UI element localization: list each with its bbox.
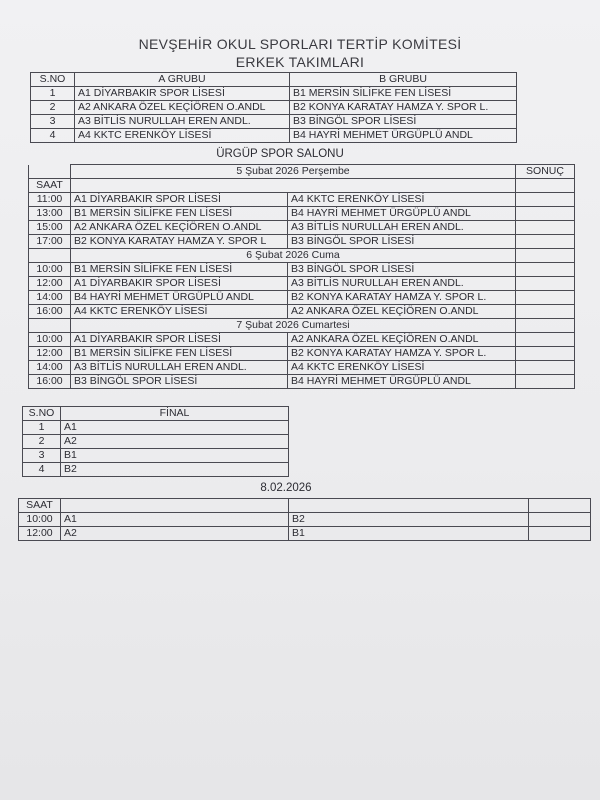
final-seeding-row bbox=[23, 421, 289, 435]
match-result bbox=[529, 513, 591, 527]
schedule-table bbox=[28, 164, 575, 389]
match-away: B2 KONYA KARATAY HAMZA Y. SPOR L. bbox=[288, 291, 516, 305]
final-team: B1 bbox=[61, 449, 289, 463]
final-match-row bbox=[19, 513, 591, 527]
match-away: A3 BİTLİS NURULLAH EREN ANDL. bbox=[288, 277, 516, 291]
schedule-match-row bbox=[29, 347, 575, 361]
match-home: A1 DİYARBAKIR SPOR LİSESİ bbox=[71, 193, 288, 207]
schedule-day-date: 5 Şubat 2026 Perşembe bbox=[71, 165, 516, 179]
match-away: B3 BİNGÖL SPOR LİSESİ bbox=[288, 263, 516, 277]
match-home: B1 MERSİN SİLİFKE FEN LİSESİ bbox=[71, 207, 288, 221]
match-result bbox=[516, 277, 575, 291]
group-b-team: B2 KONYA KARATAY HAMZA Y. SPOR L. bbox=[290, 101, 517, 115]
group-a-team: A4 KKTC ERENKÖY LİSESİ bbox=[75, 129, 290, 143]
match-time: 17:00 bbox=[29, 235, 71, 249]
match-home: B2 KONYA KARATAY HAMZA Y. SPOR L bbox=[71, 235, 288, 249]
match-away: B2 KONYA KARATAY HAMZA Y. SPOR L. bbox=[288, 347, 516, 361]
groups-col-b: B GRUBU bbox=[290, 73, 517, 87]
schedule-day-row bbox=[29, 165, 575, 179]
final-seeding-row bbox=[23, 463, 289, 477]
schedule-match-row bbox=[29, 263, 575, 277]
match-time: 10:00 bbox=[19, 513, 61, 527]
match-home: A1 DİYARBAKIR SPOR LİSESİ bbox=[71, 333, 288, 347]
match-result bbox=[516, 333, 575, 347]
match-time: 10:00 bbox=[29, 263, 71, 277]
group-a-team: A1 DİYARBAKIR SPOR LİSESİ bbox=[75, 87, 290, 101]
match-home: A2 bbox=[61, 527, 289, 541]
final-sno: 3 bbox=[23, 449, 61, 463]
final-day-table bbox=[18, 498, 591, 541]
final-seeding-header-row bbox=[23, 407, 289, 421]
schedule-match-row bbox=[29, 375, 575, 389]
groups-table bbox=[30, 72, 517, 143]
match-result bbox=[516, 361, 575, 375]
match-result bbox=[516, 263, 575, 277]
groups-row bbox=[31, 101, 517, 115]
match-result bbox=[516, 291, 575, 305]
match-result bbox=[516, 207, 575, 221]
groups-sno: 1 bbox=[31, 87, 75, 101]
group-b-team: B3 BİNGÖL SPOR LİSESİ bbox=[290, 115, 517, 129]
match-home: B1 MERSİN SİLİFKE FEN LİSESİ bbox=[71, 347, 288, 361]
final-sno: 4 bbox=[23, 463, 61, 477]
schedule-match-row bbox=[29, 221, 575, 235]
group-a-team: A3 BİTLİS NURULLAH EREN ANDL. bbox=[75, 115, 290, 129]
document-subtitle: ERKEK TAKIMLARI bbox=[235, 54, 365, 70]
group-a-team: A2 ANKARA ÖZEL KEÇİÖREN O.ANDL bbox=[75, 101, 290, 115]
match-away: B2 bbox=[289, 513, 529, 527]
match-result bbox=[516, 235, 575, 249]
final-seeding-table bbox=[22, 406, 289, 477]
match-away: A4 KKTC ERENKÖY LİSESİ bbox=[288, 361, 516, 375]
match-time: 12:00 bbox=[29, 277, 71, 291]
match-away: A2 ANKARA ÖZEL KEÇİÖREN O.ANDL bbox=[288, 333, 516, 347]
schedule-match-row bbox=[29, 207, 575, 221]
groups-row bbox=[31, 115, 517, 129]
match-home: A2 ANKARA ÖZEL KEÇİÖREN O.ANDL bbox=[71, 221, 288, 235]
match-home: B1 MERSİN SİLİFKE FEN LİSESİ bbox=[71, 263, 288, 277]
match-time: 10:00 bbox=[29, 333, 71, 347]
groups-row bbox=[31, 129, 517, 143]
match-away: B1 bbox=[289, 527, 529, 541]
match-time: 13:00 bbox=[29, 207, 71, 221]
match-home: A3 BİTLİS NURULLAH EREN ANDL. bbox=[71, 361, 288, 375]
final-seeding-row bbox=[23, 449, 289, 463]
match-home: A4 KKTC ERENKÖY LİSESİ bbox=[71, 305, 288, 319]
schedule-header-row bbox=[29, 179, 575, 193]
match-home: A1 bbox=[61, 513, 289, 527]
schedule-match-row bbox=[29, 235, 575, 249]
final-col-final: FİNAL bbox=[61, 407, 289, 421]
match-result bbox=[516, 375, 575, 389]
final-team: B2 bbox=[61, 463, 289, 477]
schedule-match-row bbox=[29, 305, 575, 319]
match-time: 12:00 bbox=[19, 527, 61, 541]
group-b-team: B4 HAYRİ MEHMET ÜRGÜPLÜ ANDL bbox=[290, 129, 517, 143]
schedule-col-sonuc: SONUÇ bbox=[516, 165, 575, 179]
match-time: 16:00 bbox=[29, 305, 71, 319]
final-col-sno: S.NO bbox=[23, 407, 61, 421]
schedule-day-row bbox=[29, 249, 575, 263]
match-time: 12:00 bbox=[29, 347, 71, 361]
final-team: A1 bbox=[61, 421, 289, 435]
final-day-header-row bbox=[19, 499, 591, 513]
groups-sno: 4 bbox=[31, 129, 75, 143]
final-match-row bbox=[19, 527, 591, 541]
groups-sno: 2 bbox=[31, 101, 75, 115]
schedule-day-date: 7 Şubat 2026 Cumartesi bbox=[71, 319, 516, 333]
venue-title: ÜRGÜP SPOR SALONU bbox=[216, 148, 344, 160]
group-b-team: B1 MERSİN SİLİFKE FEN LİSESİ bbox=[290, 87, 517, 101]
match-away: A4 KKTC ERENKÖY LİSESİ bbox=[288, 193, 516, 207]
match-home: A1 DİYARBAKIR SPOR LİSESİ bbox=[71, 277, 288, 291]
match-result bbox=[516, 347, 575, 361]
final-sno: 1 bbox=[23, 421, 61, 435]
final-day-col-saat: SAAT bbox=[19, 499, 61, 513]
groups-header-row bbox=[31, 73, 517, 87]
match-time: 14:00 bbox=[29, 291, 71, 305]
match-away: A3 BİTLİS NURULLAH EREN ANDL. bbox=[288, 221, 516, 235]
schedule-match-row bbox=[29, 333, 575, 347]
final-day-date: 8.02.2026 bbox=[260, 482, 312, 494]
schedule-match-row bbox=[29, 193, 575, 207]
match-home: B4 HAYRİ MEHMET ÜRGÜPLÜ ANDL bbox=[71, 291, 288, 305]
match-time: 14:00 bbox=[29, 361, 71, 375]
final-seeding-row bbox=[23, 435, 289, 449]
schedule-match-row bbox=[29, 277, 575, 291]
groups-col-sno: S.NO bbox=[31, 73, 75, 87]
final-team: A2 bbox=[61, 435, 289, 449]
final-sno: 2 bbox=[23, 435, 61, 449]
groups-sno: 3 bbox=[31, 115, 75, 129]
match-result bbox=[516, 193, 575, 207]
match-away: A2 ANKARA ÖZEL KEÇİÖREN O.ANDL bbox=[288, 305, 516, 319]
match-home: B3 BİNGÖL SPOR LİSESİ bbox=[71, 375, 288, 389]
schedule-match-row bbox=[29, 291, 575, 305]
document-title: NEVŞEHİR OKUL SPORLARI TERTİP KOMİTESİ bbox=[138, 36, 462, 52]
match-time: 11:00 bbox=[29, 193, 71, 207]
groups-row bbox=[31, 87, 517, 101]
groups-col-a: A GRUBU bbox=[75, 73, 290, 87]
match-result bbox=[529, 527, 591, 541]
schedule-day-date: 6 Şubat 2026 Cuma bbox=[71, 249, 516, 263]
match-result bbox=[516, 305, 575, 319]
match-away: B4 HAYRİ MEHMET ÜRGÜPLÜ ANDL bbox=[288, 375, 516, 389]
schedule-day-row bbox=[29, 319, 575, 333]
schedule-match-row bbox=[29, 361, 575, 375]
schedule-col-saat: SAAT bbox=[29, 179, 71, 193]
match-away: B4 HAYRİ MEHMET ÜRGÜPLÜ ANDL bbox=[288, 207, 516, 221]
match-away: B3 BİNGÖL SPOR LİSESİ bbox=[288, 235, 516, 249]
match-result bbox=[516, 221, 575, 235]
match-time: 16:00 bbox=[29, 375, 71, 389]
match-time: 15:00 bbox=[29, 221, 71, 235]
